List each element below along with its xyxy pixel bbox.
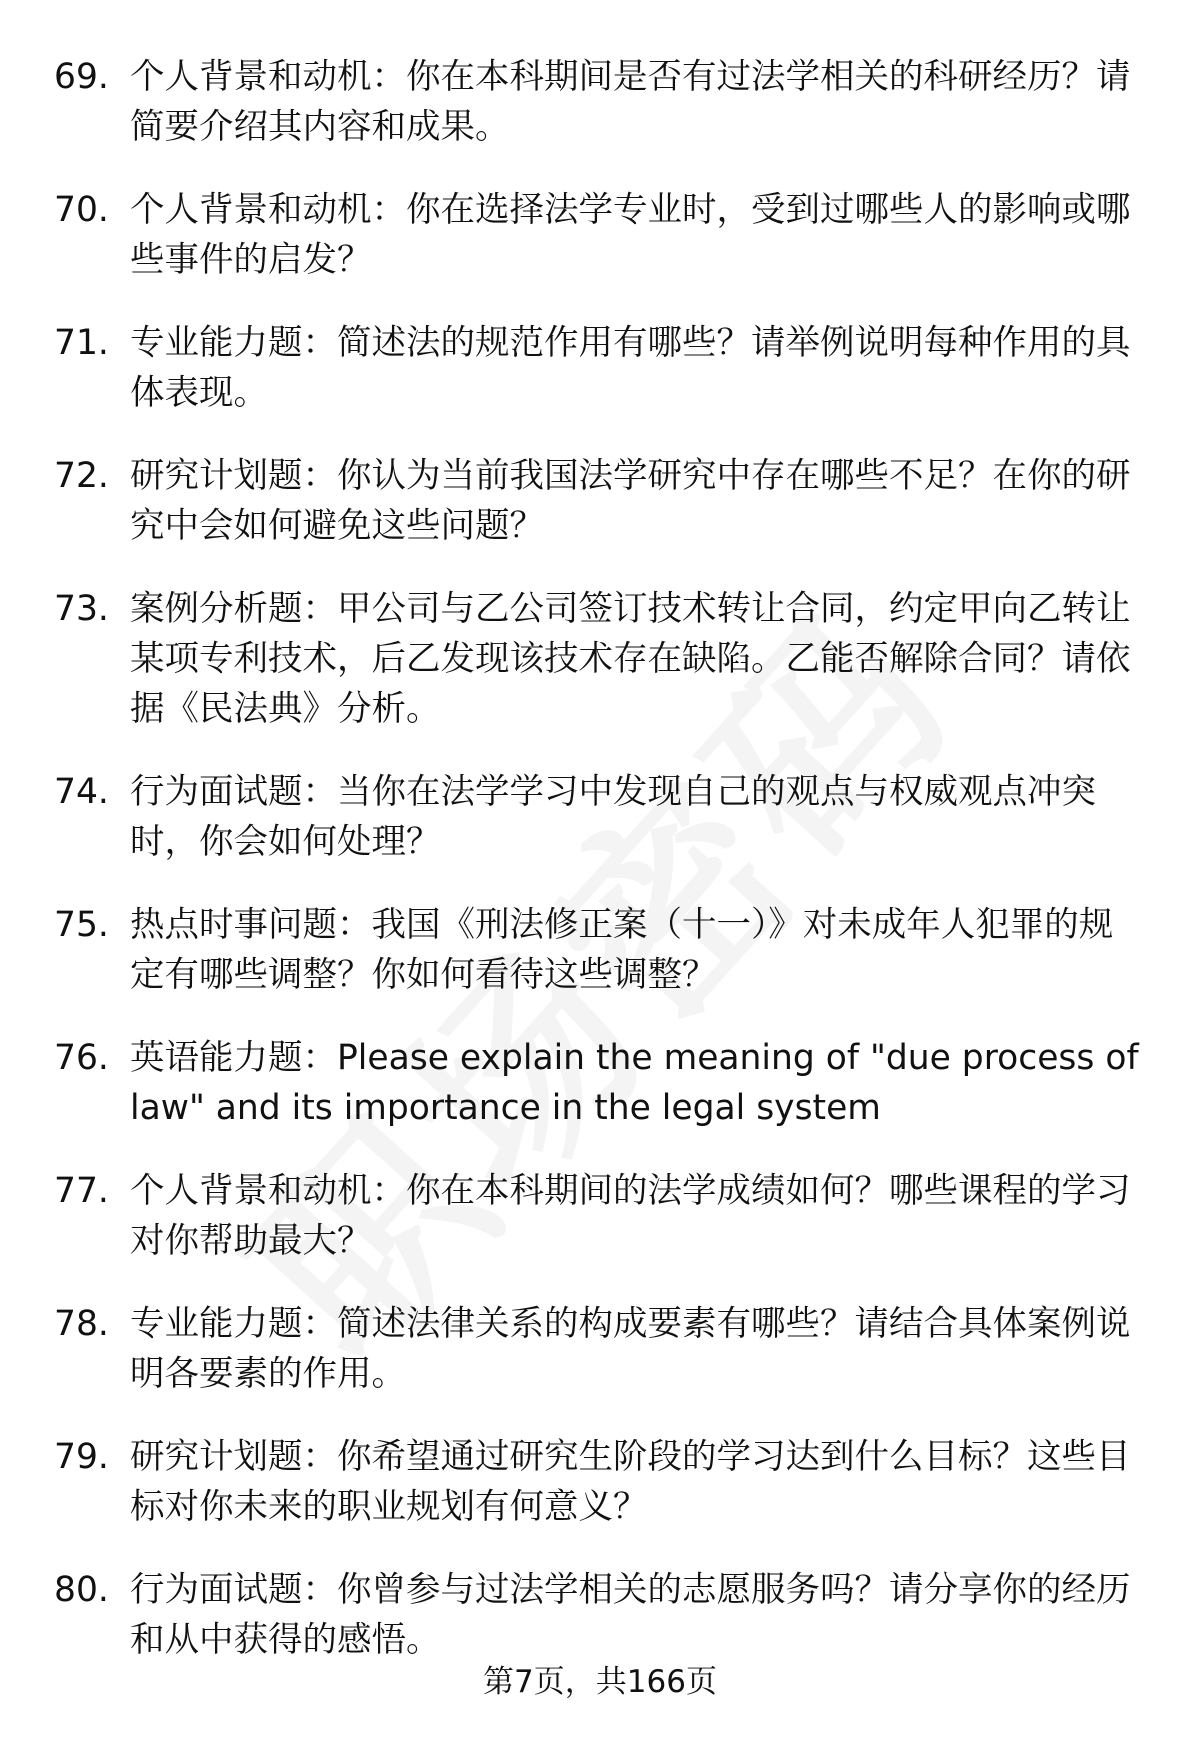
question-text: 专业能力题：简述法律关系的构成要素有哪些？请结合具体案例说明各要素的作用。 <box>130 1304 1131 1394</box>
question-item <box>0 1299 1145 1399</box>
question-number: 80. <box>54 1570 109 1610</box>
question-number: 75. <box>54 905 109 945</box>
question-item <box>0 900 1145 1000</box>
question-item <box>0 1033 1145 1133</box>
question-item <box>0 1565 1145 1665</box>
question-text: 个人背景和动机：你在本科期间是否有过法学相关的科研经历？请简要介绍其内容和成果。 <box>130 57 1131 147</box>
question-text: 个人背景和动机：你在本科期间的法学成绩如何？哪些课程的学习对你帮助最大？ <box>130 1171 1131 1261</box>
question-text: 行为面试题：当你在法学学习中发现自己的观点与权威观点冲突时，你会如何处理？ <box>130 772 1096 862</box>
question-number: 78. <box>54 1304 109 1344</box>
question-number: 74. <box>54 772 109 812</box>
question-number: 77. <box>54 1171 109 1211</box>
question-number: 70. <box>54 190 109 230</box>
question-item <box>0 1432 1145 1532</box>
question-number: 69. <box>54 57 109 97</box>
page-footer: 第7页，共166页 <box>483 1664 717 1700</box>
question-number: 76. <box>54 1038 109 1078</box>
question-item <box>0 767 1145 867</box>
question-text: 行为面试题：你曾参与过法学相关的志愿服务吗？请分享你的经历和从中获得的感悟。 <box>130 1570 1131 1660</box>
question-text: 案例分析题：甲公司与乙公司签订技术转让合同，约定甲向乙转让某项专利技术，后乙发现该技术存在缺陷。乙能否解除合同？请依据《民法典》分析。 <box>130 589 1131 729</box>
question-text: 研究计划题：你希望通过研究生阶段的学习达到什么目标？这些目标对你未来的职业规划有何意义？ <box>130 1437 1131 1527</box>
question-item <box>0 451 1145 551</box>
question-number: 72. <box>54 456 109 496</box>
question-text: 个人背景和动机：你在选择法学专业时，受到过哪些人的影响或哪些事件的启发？ <box>130 190 1131 280</box>
question-text: 英语能力题：Please explain the meaning of "due process of law" and its importance in the legal system <box>130 1038 1139 1128</box>
question-item <box>0 185 1145 285</box>
question-text: 研究计划题：你认为当前我国法学研究中存在哪些不足？在你的研究中会如何避免这些问题？ <box>130 456 1131 546</box>
question-item <box>0 584 1145 734</box>
question-number: 71. <box>54 323 109 363</box>
question-text: 热点时事问题：我国《刑法修正案（十一）》对未成年人犯罪的规定有哪些调整？你如何看待这些调整？ <box>130 905 1114 995</box>
question-number: 79. <box>54 1437 109 1477</box>
question-number: 73. <box>54 589 109 629</box>
question-list <box>0 52 1200 1698</box>
question-item <box>0 318 1145 418</box>
question-item <box>0 52 1145 152</box>
question-item <box>0 1166 1145 1266</box>
question-text: 专业能力题：简述法的规范作用有哪些？请举例说明每种作用的具体表现。 <box>130 323 1131 413</box>
